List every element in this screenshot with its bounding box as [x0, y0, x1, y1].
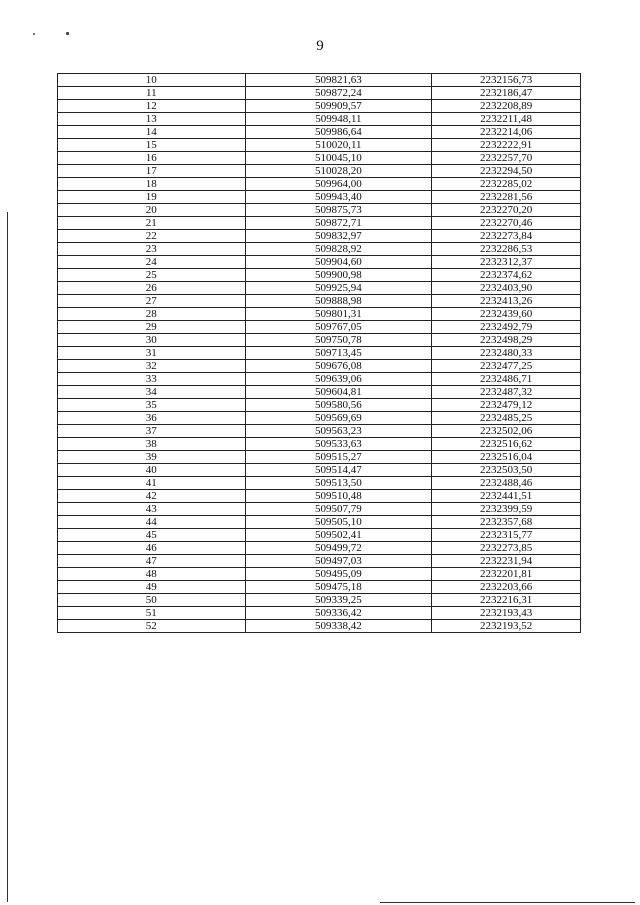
point-number-cell: 41: [58, 477, 246, 490]
table-row: [58, 490, 581, 503]
table-row: [58, 594, 581, 607]
point-number-cell: 20: [58, 204, 246, 217]
y-coordinate-cell: 2232281,56: [432, 191, 581, 204]
point-number-cell: 13: [58, 113, 246, 126]
x-coordinate-cell: 509502,41: [245, 529, 432, 542]
x-coordinate-cell: 509986,64: [245, 126, 432, 139]
table-body: [58, 74, 581, 633]
table-row: [58, 295, 581, 308]
x-coordinate-cell: 509338,42: [245, 620, 432, 633]
table-row: [58, 178, 581, 191]
table-row: [58, 126, 581, 139]
y-coordinate-cell: 2232357,68: [432, 516, 581, 529]
point-number-cell: 25: [58, 269, 246, 282]
y-coordinate-cell: 2232156,73: [432, 74, 581, 87]
y-coordinate-cell: 2232477,25: [432, 360, 581, 373]
scan-speck: [66, 32, 69, 35]
table-row: [58, 100, 581, 113]
table-row: [58, 607, 581, 620]
table-row: [58, 516, 581, 529]
scan-margin-line: [7, 212, 8, 902]
point-number-cell: 27: [58, 295, 246, 308]
x-coordinate-cell: 509828,92: [245, 243, 432, 256]
x-coordinate-cell: 509909,57: [245, 100, 432, 113]
point-number-cell: 26: [58, 282, 246, 295]
x-coordinate-cell: 509943,40: [245, 191, 432, 204]
y-coordinate-cell: 2232285,02: [432, 178, 581, 191]
table-row: [58, 464, 581, 477]
y-coordinate-cell: 2232439,60: [432, 308, 581, 321]
x-coordinate-cell: 509515,27: [245, 451, 432, 464]
y-coordinate-cell: 2232488,46: [432, 477, 581, 490]
scan-bottom-line: [380, 902, 635, 903]
x-coordinate-cell: 509676,08: [245, 360, 432, 373]
point-number-cell: 52: [58, 620, 246, 633]
y-coordinate-cell: 2232374,62: [432, 269, 581, 282]
table-row: [58, 334, 581, 347]
table-row: [58, 360, 581, 373]
point-number-cell: 35: [58, 399, 246, 412]
table-row: [58, 620, 581, 633]
x-coordinate-cell: 509801,31: [245, 308, 432, 321]
point-number-cell: 38: [58, 438, 246, 451]
table-row: [58, 581, 581, 594]
point-number-cell: 50: [58, 594, 246, 607]
point-number-cell: 24: [58, 256, 246, 269]
y-coordinate-cell: 2232485,25: [432, 412, 581, 425]
y-coordinate-cell: 2232441,51: [432, 490, 581, 503]
x-coordinate-cell: 509497,03: [245, 555, 432, 568]
point-number-cell: 37: [58, 425, 246, 438]
coordinates-table: [57, 73, 581, 633]
x-coordinate-cell: 510028,20: [245, 165, 432, 178]
scan-speck: [33, 33, 35, 35]
point-number-cell: 28: [58, 308, 246, 321]
point-number-cell: 34: [58, 386, 246, 399]
point-number-cell: 47: [58, 555, 246, 568]
x-coordinate-cell: 509872,24: [245, 87, 432, 100]
y-coordinate-cell: 2232502,06: [432, 425, 581, 438]
point-number-cell: 40: [58, 464, 246, 477]
point-number-cell: 12: [58, 100, 246, 113]
x-coordinate-cell: 509513,50: [245, 477, 432, 490]
x-coordinate-cell: 509339,25: [245, 594, 432, 607]
table-row: [58, 217, 581, 230]
table-row: [58, 165, 581, 178]
table-row: [58, 204, 581, 217]
y-coordinate-cell: 2232480,33: [432, 347, 581, 360]
point-number-cell: 51: [58, 607, 246, 620]
y-coordinate-cell: 2232208,89: [432, 100, 581, 113]
point-number-cell: 29: [58, 321, 246, 334]
table-row: [58, 477, 581, 490]
table-row: [58, 321, 581, 334]
x-coordinate-cell: 509948,11: [245, 113, 432, 126]
point-number-cell: 33: [58, 373, 246, 386]
x-coordinate-cell: 509872,71: [245, 217, 432, 230]
x-coordinate-cell: 509505,10: [245, 516, 432, 529]
table-row: [58, 451, 581, 464]
y-coordinate-cell: 2232503,50: [432, 464, 581, 477]
table-row: [58, 555, 581, 568]
point-number-cell: 11: [58, 87, 246, 100]
y-coordinate-cell: 2232516,62: [432, 438, 581, 451]
y-coordinate-cell: 2232312,37: [432, 256, 581, 269]
y-coordinate-cell: 2232231,94: [432, 555, 581, 568]
point-number-cell: 48: [58, 568, 246, 581]
point-number-cell: 23: [58, 243, 246, 256]
point-number-cell: 15: [58, 139, 246, 152]
point-number-cell: 46: [58, 542, 246, 555]
point-number-cell: 19: [58, 191, 246, 204]
y-coordinate-cell: 2232193,52: [432, 620, 581, 633]
table-row: [58, 347, 581, 360]
y-coordinate-cell: 2232403,90: [432, 282, 581, 295]
x-coordinate-cell: 510045,10: [245, 152, 432, 165]
x-coordinate-cell: 509510,48: [245, 490, 432, 503]
table-row: [58, 529, 581, 542]
point-number-cell: 22: [58, 230, 246, 243]
table-row: [58, 425, 581, 438]
x-coordinate-cell: 509507,79: [245, 503, 432, 516]
y-coordinate-cell: 2232315,77: [432, 529, 581, 542]
table-row: [58, 269, 581, 282]
point-number-cell: 17: [58, 165, 246, 178]
point-number-cell: 44: [58, 516, 246, 529]
table-row: [58, 87, 581, 100]
y-coordinate-cell: 2232270,46: [432, 217, 581, 230]
x-coordinate-cell: 509904,60: [245, 256, 432, 269]
table-row: [58, 308, 581, 321]
table-row: [58, 243, 581, 256]
point-number-cell: 10: [58, 74, 246, 87]
point-number-cell: 49: [58, 581, 246, 594]
x-coordinate-cell: 509475,18: [245, 581, 432, 594]
y-coordinate-cell: 2232486,71: [432, 373, 581, 386]
table-row: [58, 139, 581, 152]
y-coordinate-cell: 2232294,50: [432, 165, 581, 178]
y-coordinate-cell: 2232257,70: [432, 152, 581, 165]
x-coordinate-cell: 509604,81: [245, 386, 432, 399]
y-coordinate-cell: 2232492,79: [432, 321, 581, 334]
x-coordinate-cell: 509767,05: [245, 321, 432, 334]
y-coordinate-cell: 2232498,29: [432, 334, 581, 347]
y-coordinate-cell: 2232186,47: [432, 87, 581, 100]
page-number: 9: [316, 38, 324, 54]
x-coordinate-cell: 509964,00: [245, 178, 432, 191]
x-coordinate-cell: 509639,06: [245, 373, 432, 386]
x-coordinate-cell: 509514,47: [245, 464, 432, 477]
table-row: [58, 113, 581, 126]
table-row: [58, 386, 581, 399]
x-coordinate-cell: 509832,97: [245, 230, 432, 243]
point-number-cell: 43: [58, 503, 246, 516]
x-coordinate-cell: 509888,98: [245, 295, 432, 308]
table-row: [58, 503, 581, 516]
y-coordinate-cell: 2232479,12: [432, 399, 581, 412]
table-row: [58, 438, 581, 451]
table-row: [58, 256, 581, 269]
x-coordinate-cell: 509495,09: [245, 568, 432, 581]
table-row: [58, 282, 581, 295]
point-number-cell: 31: [58, 347, 246, 360]
table-row: [58, 191, 581, 204]
point-number-cell: 45: [58, 529, 246, 542]
point-number-cell: 18: [58, 178, 246, 191]
x-coordinate-cell: 509499,72: [245, 542, 432, 555]
table-row: [58, 542, 581, 555]
x-coordinate-cell: 509336,42: [245, 607, 432, 620]
x-coordinate-cell: 509875,73: [245, 204, 432, 217]
x-coordinate-cell: 509925,94: [245, 282, 432, 295]
y-coordinate-cell: 2232214,06: [432, 126, 581, 139]
x-coordinate-cell: 509580,56: [245, 399, 432, 412]
table-row: [58, 373, 581, 386]
point-number-cell: 16: [58, 152, 246, 165]
table-row: [58, 152, 581, 165]
y-coordinate-cell: 2232193,43: [432, 607, 581, 620]
table-row: [58, 399, 581, 412]
x-coordinate-cell: 509533,63: [245, 438, 432, 451]
point-number-cell: 36: [58, 412, 246, 425]
table-row: [58, 568, 581, 581]
table-row: [58, 412, 581, 425]
x-coordinate-cell: 509750,78: [245, 334, 432, 347]
table-row: [58, 74, 581, 87]
y-coordinate-cell: 2232201,81: [432, 568, 581, 581]
table-row: [58, 230, 581, 243]
y-coordinate-cell: 2232211,48: [432, 113, 581, 126]
y-coordinate-cell: 2232216,31: [432, 594, 581, 607]
point-number-cell: 14: [58, 126, 246, 139]
x-coordinate-cell: 509821,63: [245, 74, 432, 87]
y-coordinate-cell: 2232273,85: [432, 542, 581, 555]
point-number-cell: 42: [58, 490, 246, 503]
y-coordinate-cell: 2232413,26: [432, 295, 581, 308]
x-coordinate-cell: 509713,45: [245, 347, 432, 360]
point-number-cell: 21: [58, 217, 246, 230]
point-number-cell: 32: [58, 360, 246, 373]
y-coordinate-cell: 2232222,91: [432, 139, 581, 152]
y-coordinate-cell: 2232516,04: [432, 451, 581, 464]
x-coordinate-cell: 509563,23: [245, 425, 432, 438]
x-coordinate-cell: 510020,11: [245, 139, 432, 152]
point-number-cell: 30: [58, 334, 246, 347]
y-coordinate-cell: 2232270,20: [432, 204, 581, 217]
y-coordinate-cell: 2232273,84: [432, 230, 581, 243]
x-coordinate-cell: 509900,98: [245, 269, 432, 282]
point-number-cell: 39: [58, 451, 246, 464]
y-coordinate-cell: 2232286,53: [432, 243, 581, 256]
y-coordinate-cell: 2232399,59: [432, 503, 581, 516]
x-coordinate-cell: 509569,69: [245, 412, 432, 425]
y-coordinate-cell: 2232203,66: [432, 581, 581, 594]
y-coordinate-cell: 2232487,32: [432, 386, 581, 399]
